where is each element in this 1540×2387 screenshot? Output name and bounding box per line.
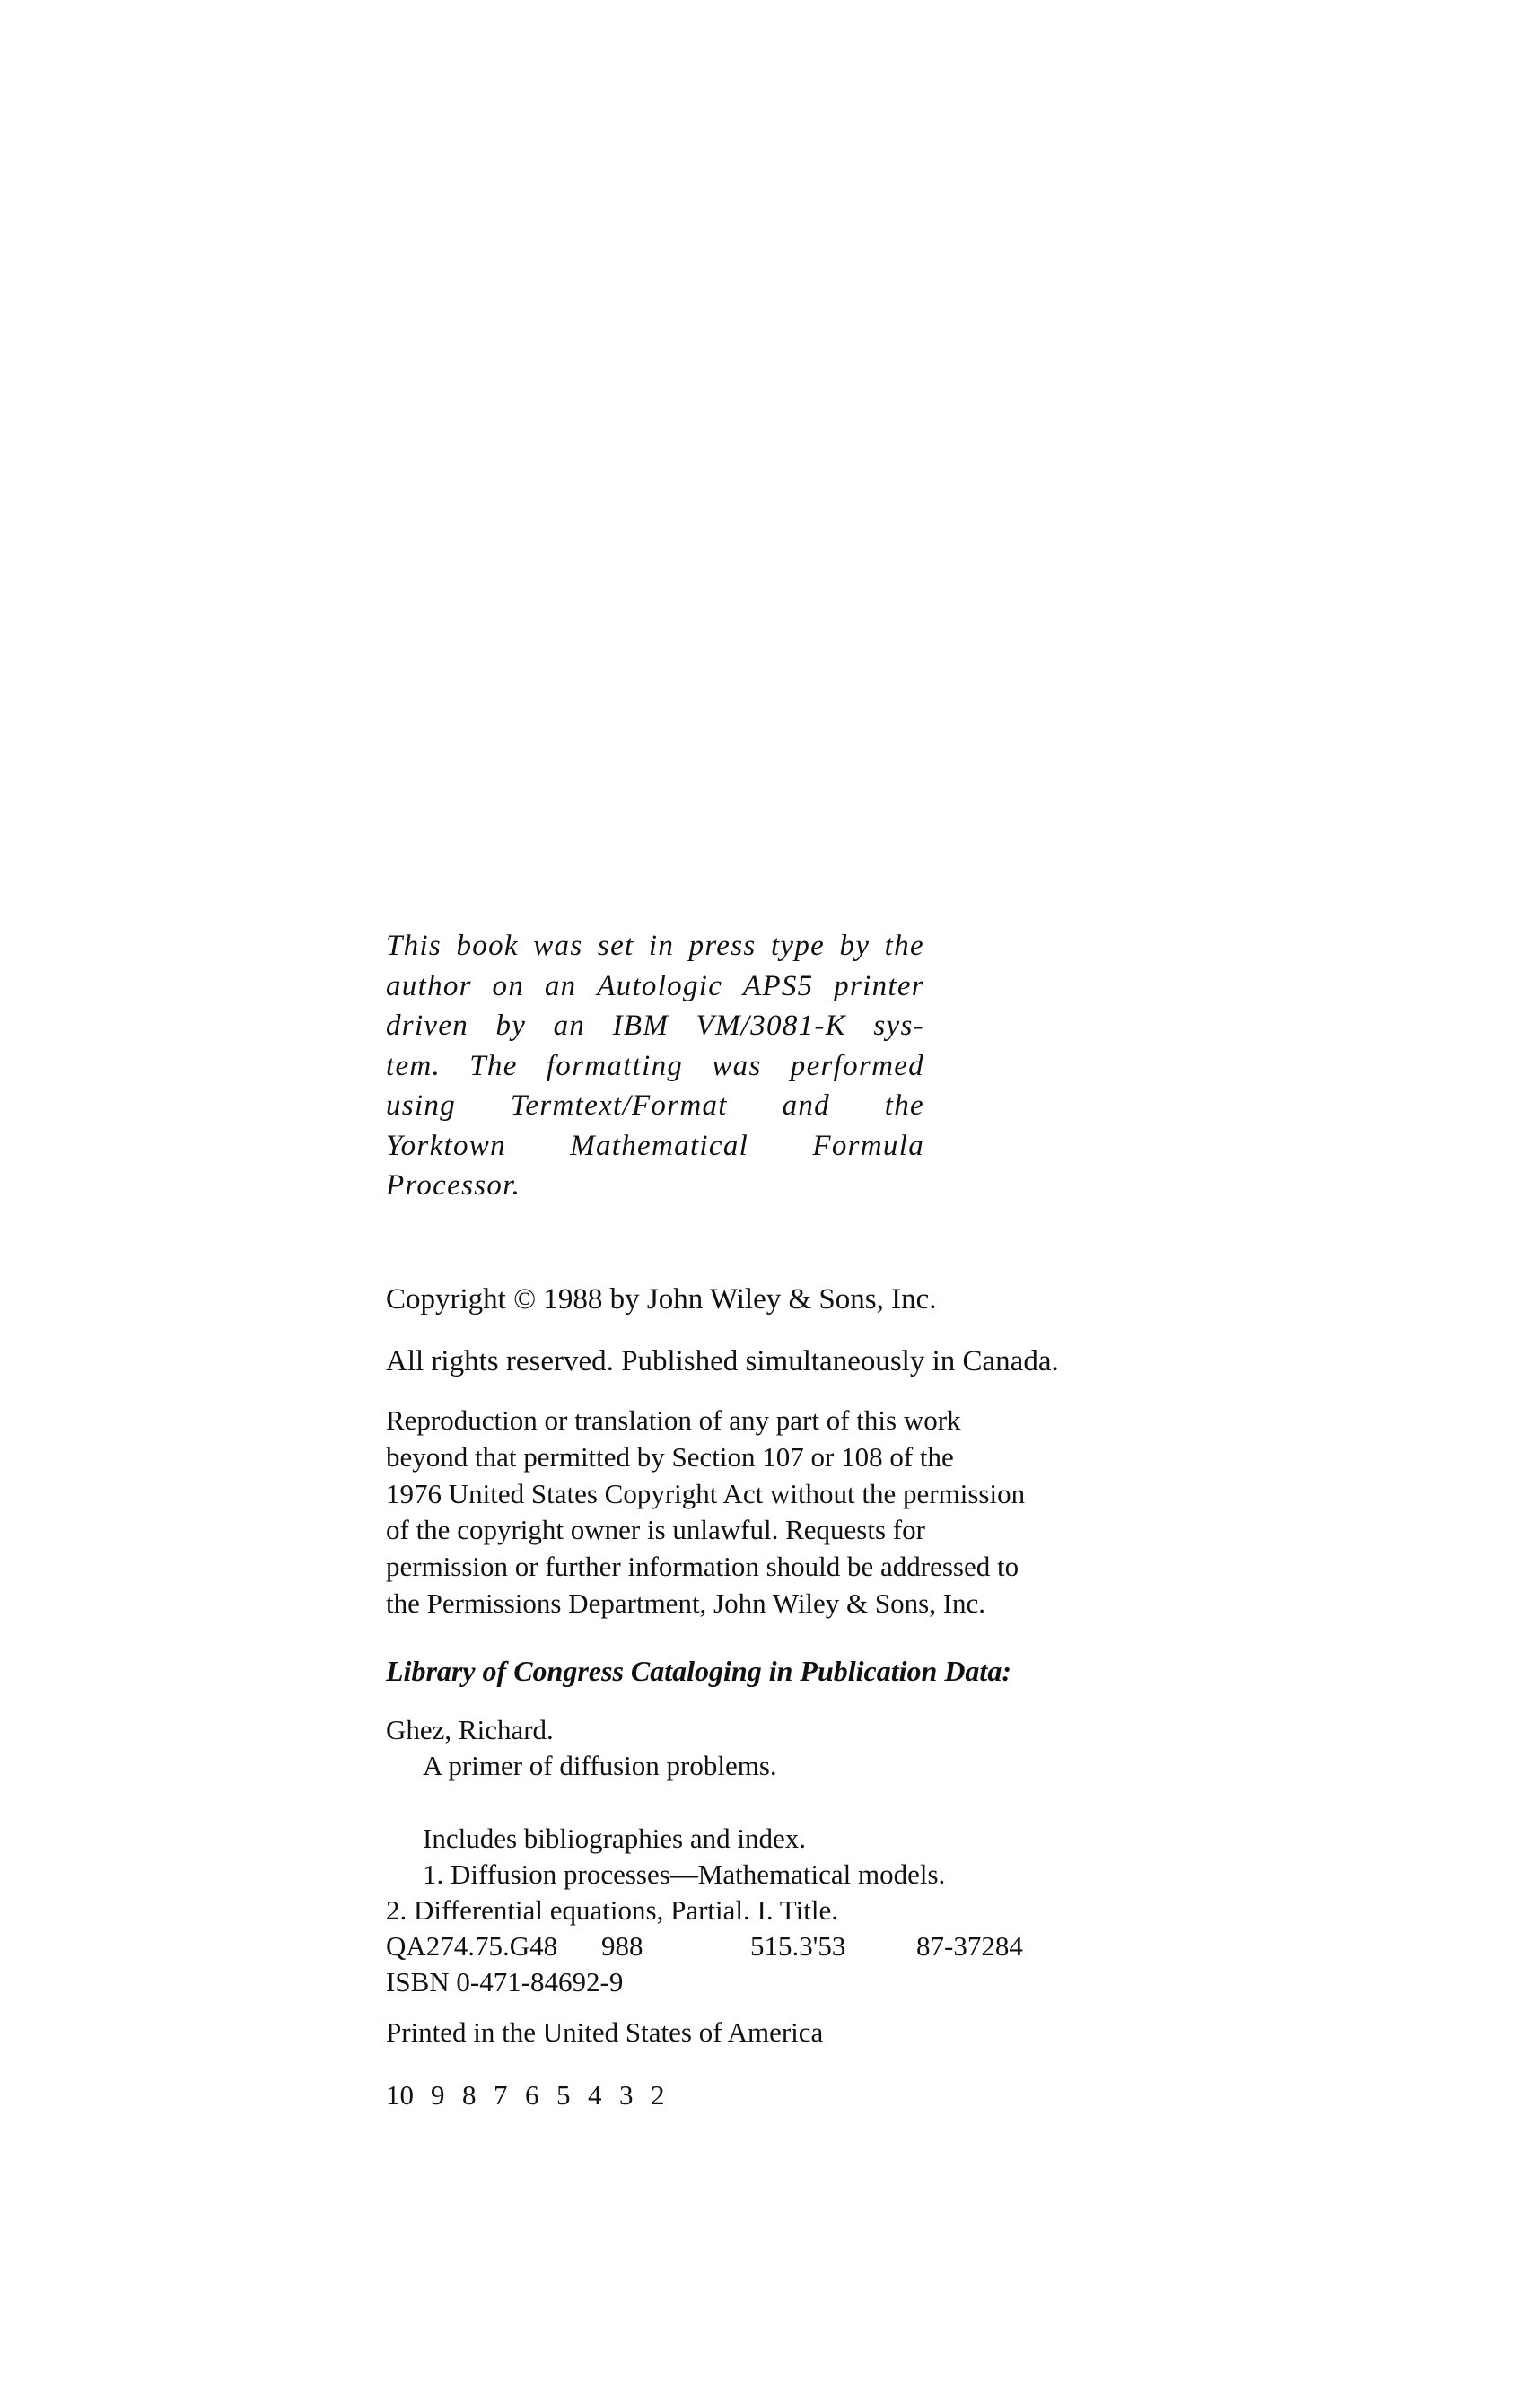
colophon-note (386, 926, 924, 1206)
printing-number: 2 (651, 2079, 665, 2111)
cip-title: A primer of diffusion problems. (423, 1750, 777, 1782)
reproduction-line: beyond that permitted by Section 107 or 108 of the (386, 1440, 954, 1473)
printing-number: 5 (556, 2079, 571, 2111)
colophon-word: book (456, 930, 519, 962)
colophon-word: Termtext/Format (510, 1089, 728, 1122)
colophon-word: Formula (812, 1129, 924, 1162)
printing-number: 9 (431, 2079, 445, 2111)
colophon-word: performed (790, 1049, 924, 1082)
cip-classification-row (386, 1928, 1104, 1964)
colophon-word: Autologic (597, 969, 723, 1002)
colophon-word: sys- (873, 1010, 924, 1042)
colophon-word: and (782, 1089, 830, 1122)
cip-includes: Includes bibliographies and index. (423, 1822, 807, 1854)
colophon-word: author (386, 969, 472, 1002)
cip-author: Ghez, Richard. (386, 1714, 554, 1745)
colophon-word: tem. (386, 1049, 442, 1082)
cip-record (386, 1712, 1104, 2001)
colophon-word: press (688, 930, 757, 962)
colophon-word: Mathematical (570, 1129, 749, 1162)
colophon-word: formatting (546, 1049, 684, 1082)
printing-number: 8 (462, 2079, 477, 2111)
colophon-word: using (386, 1089, 457, 1122)
reproduction-line: Reproduction or translation of any part of this work (386, 1404, 961, 1436)
colophon-line-4 (386, 1046, 924, 1087)
colophon-word: APS5 (742, 969, 814, 1002)
rights-notice (386, 1343, 1104, 1379)
colophon-word: Yorktown (386, 1129, 506, 1162)
colophon-line-6 (386, 1126, 924, 1167)
colophon-word: printer (834, 969, 924, 1002)
rights-line: All rights reserved. Published simultaneously in Canada. (386, 1345, 1059, 1377)
colophon-word: This (386, 930, 442, 962)
colophon-word: by (495, 1010, 527, 1042)
colophon-word: the (884, 930, 924, 962)
reproduction-line: of the copyright owner is unlawful. Requests for (386, 1514, 925, 1546)
colophon-word: was (533, 930, 583, 962)
reproduction-line: 1976 United States Copyright Act without the permission (386, 1477, 1026, 1509)
reproduction-line: permission or further information should be addressed to (386, 1551, 1019, 1583)
colophon-line-7 (386, 1166, 924, 1206)
colophon-word: driven (386, 1010, 469, 1042)
printing-number-line (386, 2077, 682, 2113)
copyright-notice (386, 1281, 1104, 1317)
cip-subject-1: 1. Diffusion processes—Mathematical models. (423, 1858, 946, 1890)
colophon-word: was (712, 1049, 762, 1082)
colophon-word: VM/3081-K (696, 1010, 847, 1042)
colophon-line-1 (386, 926, 924, 966)
copyright-line: Copyright © 1988 by John Wiley & Sons, Inc. (386, 1283, 937, 1316)
cip-heading (386, 1653, 1104, 1689)
cip-lccn: 87-37284 (916, 1930, 1023, 1963)
printed-in-notice (386, 2015, 1104, 2050)
reproduction-notice (386, 1403, 1122, 1622)
colophon-word: in (648, 930, 675, 962)
printing-number: 10 (386, 2079, 414, 2111)
printed-in-line: Printed in the United States of America (386, 2016, 824, 2048)
cip-call-number: QA274.75.G48 (386, 1930, 558, 1963)
cip-heading-text: Library of Congress Cataloging in Publication Data: (386, 1655, 1011, 1687)
colophon-word: the (884, 1089, 924, 1122)
colophon-line-2 (386, 966, 924, 1007)
cip-year: 988 (601, 1930, 643, 1963)
colophon-word: Processor. (386, 1169, 521, 1202)
colophon-word: set (597, 930, 634, 962)
cip-spacer (386, 1784, 1104, 1820)
printing-number: 6 (525, 2079, 539, 2111)
colophon-word: type (770, 930, 826, 962)
colophon-word: IBM (612, 1010, 669, 1042)
printing-number: 7 (494, 2079, 508, 2111)
printing-number: 4 (588, 2079, 602, 2111)
colophon-word: The (469, 1049, 518, 1082)
colophon-word: an (544, 969, 577, 1002)
colophon-word: on (492, 969, 525, 1002)
reproduction-line: the Permissions Department, John Wiley & Sons, Inc. (386, 1587, 986, 1619)
colophon-line-5 (386, 1086, 924, 1126)
colophon-word: by (839, 930, 871, 962)
colophon-line-3 (386, 1006, 924, 1046)
cip-dewey: 515.3'53 (750, 1930, 846, 1963)
printing-number: 3 (619, 2079, 634, 2111)
cip-subject-2: 2. Differential equations, Partial. I. Title. (386, 1894, 838, 1926)
colophon-word: an (553, 1010, 586, 1042)
cip-isbn: ISBN 0-471-84692-9 (386, 1966, 624, 1998)
